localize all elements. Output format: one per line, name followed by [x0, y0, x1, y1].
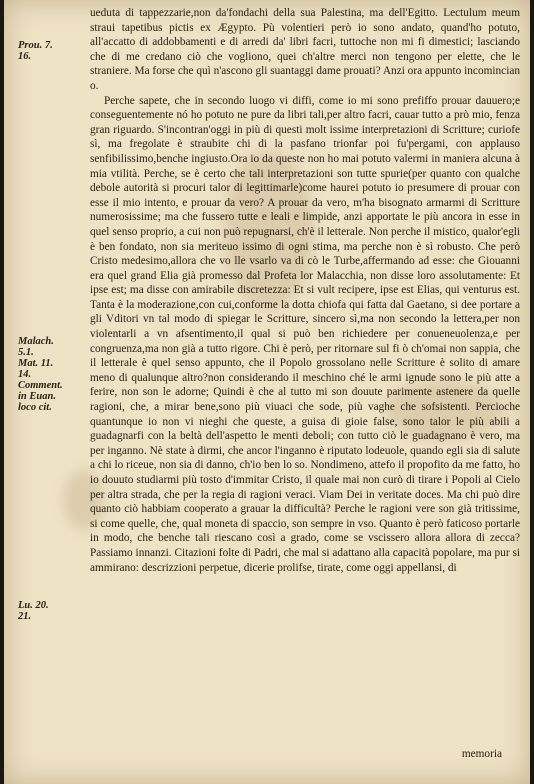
margin-note-prov: Prou. 7. 16. — [18, 40, 53, 62]
margin-note-malach: Malach. 5.1. Mat. 11. 14. Comment. in Euan. loco cit. — [18, 336, 63, 413]
paragraph: ueduta di tappezzarie,non da'fondachi della sua Palestina, ma dell'Egitto. Lectulum meum straui tapetibus pictis ex Ægypto. Pù volentieri però io sono andato, quand'ho potuto, all'accatto di addobbamenti e di arredi da' libri facri, tuttoche non mi fi dimestici; lasciando che di me credano ciò che vogliono, quei ch'altre merci non tengono per elette, che le straniere. Ma forse che quì n'ascono gli suantaggi dame prouati? Anzi ora appunto incomincian o. — [90, 7, 520, 92]
paragraph: Perche sapete, che in secondo luogo vi diffi, come io mi sono prefiffo prouar dauuero;e conseguentemente nó ho potuto ne pure da libri tali,per altro facri, cauar tutto a prò mio, fenza gran riguardo. S'incontran'oggi in più di questi molt issime interpretazioni di Scritture; curiofe sì, ma fregolate è straubite chi di la pasfano trionfar poi fu'pergami, con applauso senfibilissimo,benche ingiusto.Ora io da queste non ho mai potuto valermi in maniera alcuna à mia vtilità. Perche, se è certo che tali interpretazioni son tutte spurie(per quanto con qualche debole autorità si procuri talor di legittimarle)come haurei potuto io presumere di prouar con esse il mio intento, e prouar da vero? A prouar da vero, m'ha bisognato armarmi di Scritture numerosissime; ma che fussero tutte e leali e limpide, anzi apportate le più ancora in esse in quel senso proprio, a cui non può repugnarsi, ch'è il letterale. Non perche il mistico, qualor'egli è ben fondato, non sia meriteuo issimo di ogni stima, ma perche non è sì robusto. Che però Cristo medesimo,allora che vo lle vsarlo va di cò le Turbe,affermando ad esse: che Giouanni era quel grand Elia già promesso dal Profeta lor Malacchia, non disse loro assolutamente: Et ipse est; ma disse con amirabile discretezza: Et si vult recipere, ipse est Elias, qui venturus est. Tanta è la moderazione,con cui,conforme la dotta chiofa qui fatta dal Gaetano, si dee portare a gli Vditori vn tal modo di spiegar le Scritture, sincero sì,ma non secondo la lettera,per non violentarli a vn afsentimento,il qual si può ben richiedere per conueneuolenza,e per congruenza,ma non già a tutto rigore. Chi è però, per ritornare sul fi ò ch'omai non sappia, che il letterale è quel senso appunto, che il Popolo grossolano nelle Scritture è solito di amare meno di qualunque altro?non considerando il meschino ché le armi ignude sono le più atte a ferire, non son le adorne; Quindi è che al tutto mi son douute parimente astenere da quelle ragioni, che, a mirar bene,sono più viuaci che sode, più vaghe che sofsistenti. Percioche quantunque io non vi nieghi che queste, a guisa di gioie false, sono talor le più abili a guadagnarfi con la beltà dell'aspetto le menti deboli; con tutto ciò le guadagnano è vero, ma per inganno. Nè state à dirmi, che ancor l'inganno è riputato lodeuole, quando egli sia di salute a chi lo riceue, non sia di danno, ch'io ben lo so. Nondimeno, attefo il propofito da me fatto, ho io douuto studiarmi più tosto d'immitar Cristo, il quale mai non curò di tirare i Popoli al Cielo per altra strada, che per la regia di ragioni veraci. Viam Dei in veritate doces. Ma chi può dire quanto ciò habbiam cooperato a grauar la difficultà? Perche le ragioni vere son già tritissime, si come quelle, che, qual moneta di spaccio, son sempre in vso. Quanto è però faticoso portarle in modo, che benche tali riescano così a grado, come se vscissero allora allora di zecca? Passiamo innanzi. Citazioni folte di Padri, che mal si adattano alla capacità popolare, ma pur si ammirano: descrizzioni perpetue, dicerie prolifse, tirate, come oggi appellansi, di — [90, 94, 520, 574]
body-text — [90, 6, 520, 575]
book-page — [4, 0, 530, 784]
catchword: memoria — [461, 748, 502, 760]
margin-note-luc: Lu. 20. 21. — [18, 600, 49, 622]
